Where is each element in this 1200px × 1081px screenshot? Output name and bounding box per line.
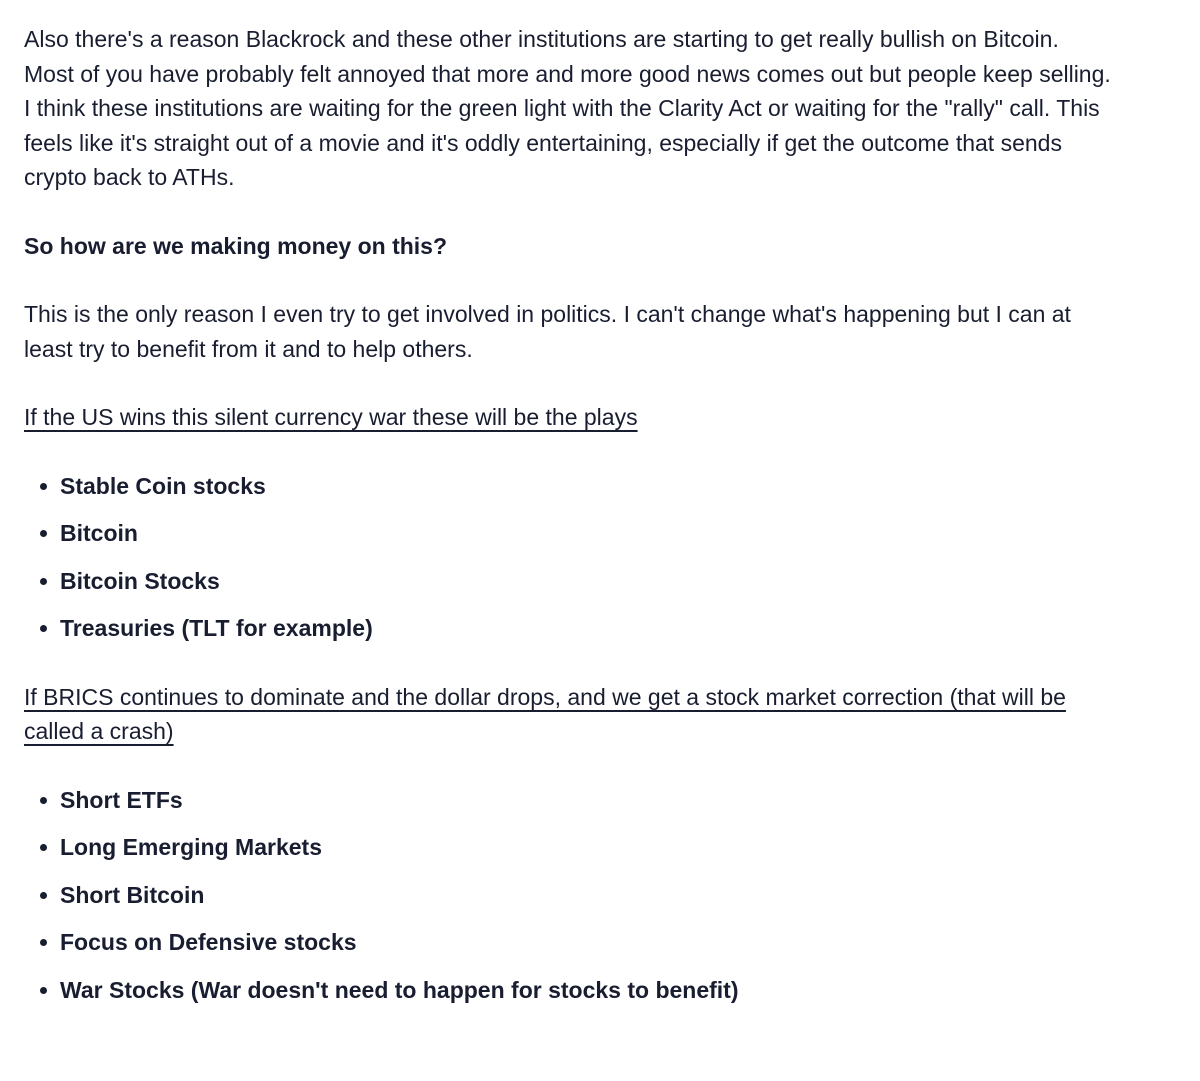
list-item-label: Long Emerging Markets [60,834,322,860]
scenario-heading-us-wins: If the US wins this silent currency war these will be the plays [24,404,638,430]
list-item-defensive-stocks [24,925,1112,960]
bullet-icon [40,530,47,537]
list-item-label: Stable Coin stocks [60,472,266,499]
list-item-label: Treasuries (TLT for example) [60,615,373,641]
list-item-bitcoin [24,516,1112,551]
section-heading-making-money: So how are we making money on this? [24,232,448,259]
bullet-icon [40,987,47,994]
list-item-label: War Stocks (War doesn't need to happen for stocks to benefit) [60,976,739,1003]
list-item-treasuries [24,611,1112,646]
paragraph-politics: This is the only reason I even try to get involved in politics. I can't change what's happening but I can at least try to benefit from it and to help others. [24,301,1071,362]
list-item-stable-coin-stocks [24,469,1112,504]
bullet-icon [40,939,47,946]
list-item-label: Bitcoin [60,520,138,546]
list-item-long-emerging-markets [24,830,1112,865]
bullet-icon [40,483,47,490]
list-item-label: Short Bitcoin [60,881,205,908]
bullet-icon [40,625,47,632]
bullet-icon [40,797,47,804]
bullet-icon [40,578,47,585]
list-item-war-stocks [24,973,1112,1008]
list-item-label: Short ETFs [60,786,183,813]
list-item-short-bitcoin [24,878,1112,913]
list-item-label: Focus on Defensive stocks [60,929,357,955]
scenario-heading-brics: If BRICS continues to dominate and the dollar drops, and we get a stock market correction (that will be called a crash) [24,683,1066,744]
list-item-label: Bitcoin Stocks [60,567,220,594]
us-wins-play-list [24,469,1112,646]
paragraph-intro: Also there's a reason Blackrock and these other institutions are starting to get really bullish on Bitcoin. Most of you have probably felt annoyed that more and more good news comes out but people keep selling. I think these institutions are waiting for the green light with the Clarity Act or waiting for the "rally" call. This feels like it's straight out of a movie and it's oddly entertaining, especially if get the outcome that sends crypto back to ATHs. [24,26,1111,190]
list-item-short-etfs [24,783,1112,818]
bullet-icon [40,892,47,899]
brics-play-list [24,783,1112,1008]
list-item-bitcoin-stocks [24,564,1112,599]
bullet-icon [40,844,47,851]
